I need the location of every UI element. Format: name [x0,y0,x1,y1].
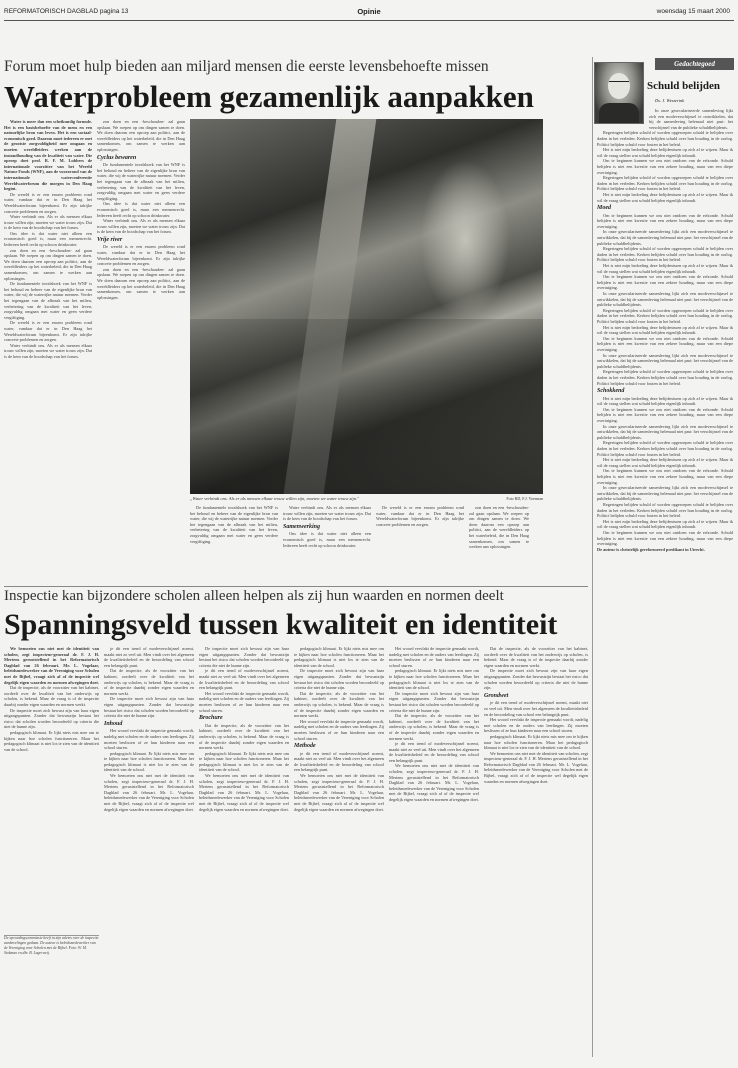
article1-paragraph: Ons idee is dat water niet alleen een economisch goed is, maar een mensenrecht. Iedereen heeft recht op schoon drinkwater. [4,230,92,248]
article2-paragraph: De inspectie moet zich bewust zijn van haar eigen uitgangspunten. Zonder dat bewustzijn bestaat het risico dat scholen worden beoordeeld op criteria die niet de hunne zijn. [199,646,289,668]
article1-paragraph: Water verbindt ons. Als er als mensen elkaar trouw willen zijn, moeten we water trouw zijn. Dat is de kern van de boodschap van het forum. [4,214,92,231]
article1-paragraph: zon doen en een -beschouden- zal gaan opslaan. We roepen op om dingen samen te doen. We doen daarom een oproep aan politici, aan de wereldleiders op het waterbeleid, die in Den Haag samenkomen, om samen te werken aan oplossingen. [97,266,185,300]
article1-paragraph: De wereld is er een enorm probleem rond water, vandaar dat er in Den Haag het Wereldwaterforum bijeenkomt. Er zijn talrijke concrete problemen en zorgen. [376,505,464,527]
article1-headline: Waterprobleem gezamenlijk aanpakken [4,79,534,114]
article2-column-2 [104,646,194,1056]
sidebar-paragraph: Het is niet mijn bedoeling deze belijdenissen op zich af te wijzen. Maar ik wil de vraag stellen wat schuld belijden eigenlijk inhoudt. [597,263,733,274]
article1-kicker: Forum moet hulp bieden aan miljard mensen die eerste levensbehoefte missen [4,58,489,75]
photo-credit: Foto RD, F.J. Voerman [506,496,543,501]
article2-paragraph: De inspectie moet zich bewust zijn van haar eigen uitgangspunten. Zonder dat bewustzijn bestaat het risico dat scholen worden beoordeeld op criteria die niet de hunne zijn. [4,707,99,730]
article2-paragraph: pedagogisch klimaat. Er lijkt niets mis mee om te kijken naar hoe scholen functioneren. Maar het pedagogisch klimaat is niet los te zien van de identiteit van de school. [294,646,384,668]
sidebar-label: Gedachtegoed [655,58,734,70]
article1-paragraph: Water verbindt ons. Als er als mensen elkaar trouw willen zijn, moeten we water trouw zijn. Dat is de kern van de boodschap van het forum. [4,342,92,359]
section-title: Opinie [357,7,381,16]
article1-paragraph: De fundamentele invalshoek van het WNF is het behoud en beheer van de eigenlijke bron van water, die wij de waterrijke natuur noemen. Verder het tegengaan van de afbraak van het milieu, verbetering van de kwaliteit van het leven, zorgvuldig omgaan met water en geen verdere vergiftiging. [97,162,185,201]
article1-subhead: Cyclus bewaren [97,154,137,161]
article1-paragraph: De fundamentele invalshoek van het WNF is het behoud en beheer van de eigenlijke bron van water, die wij de waterrijke natuur noemen. Verder het tegengaan van de afbraak van het milieu, verbetering van de kwaliteit van het leven, zorgvuldig omgaan met water en geen verdere vergiftiging. [4,281,92,320]
article2-paragraph: We bemoeien ons niet met de identiteit van scholen, zegt inspecteur-generaal dr. F. J. H. Mertens geruststellend in het Reformatorisch Dagblad van 26 februari. Mr. L. Vogelaar, beleidsmedewerker van de Vereniging voor Scholen met de Bijbel, vraagt zich af of de inspectie wel degelijk eigen waarden en normen afwegingen doet. [484,750,588,784]
article2-paragraph: We bemoeien ons niet met de identiteit van scholen, zegt inspecteur-generaal dr. F. J. H. Mertens geruststellend in het Reformatorisch Dagblad van 26 februari. Mr. L. Vogelaar, beleidsmedewerker van de Vereniging voor Scholen met de Bijbel, vraagt zich af of de inspectie wel degelijk eigen waarden en normen afwegingen doet. [389,763,479,803]
article2-paragraph: Dat de inspectie, als de voorzitter van het kabinet, oordeelt over de kwaliteit van het onderwijs op scholen, is bekend. Maar de vraag is of de inspectie daarbij zonder eigen waarden en normen werkt. [4,685,99,707]
article1-subhead: Vrije river [97,236,123,243]
page-header [4,6,734,21]
sidebar-paragraph: Regeringen belijden schuld of worden opgeroepen schuld te belijden over daden in het verleden. Kerken belijden schuld over hun houding in de oorlog. Politici belijden schuld voor fouten in het beleid. [597,501,733,519]
article2-paragraph: pedagogisch klimaat. Er lijkt niets mis mee om te kijken naar hoe scholen functioneren. Maar het pedagogisch klimaat is niet los te zien van de identiteit van de school. [484,733,588,751]
sidebar-paragraph: Het is niet mijn bedoeling deze belijdenissen op zich af te wijzen. Maar ik wil de vraag stellen wat schuld belijden eigenlijk inhoudt. [597,191,733,203]
sidebar-title: Schuld belijden [647,80,721,92]
sidebar-paragraph: Om te beginnen kunnen we ons niet ontdoen van de erfzonde. Schuld belijden is niet een kwestie van een zekere houding, maar van een diepe overtuiging. [597,274,733,291]
sidebar-paragraph: Het is niet mijn bedoeling deze belijdenissen op zich af te wijzen. Maar ik wil de vraag stellen wat schuld belijden eigenlijk inhoudt. [597,395,733,407]
article2-paragraph: Dat de inspectie, als de voorzitter van het kabinet, oordeelt over de kwaliteit van het onderwijs op scholen, is bekend. Maar de vraag is of de inspectie daarbij zonder eigen waarden en normen werkt. [484,646,588,668]
sidebar-paragraph: Het is niet mijn bedoeling deze belijdenissen op zich af te wijzen. Maar ik wil de vraag stellen wat schuld belijden eigenlijk inhoudt. [597,324,733,336]
article2-paragraph: je dit een trend of modeverschijnsel noemt, maakt niet zo veel uit. Men vindt over het algemeen de kwaliteitsbeleid en de beoordeling van school een belangrijk punt. [199,668,289,691]
sidebar-paragraph: Om te beginnen kunnen we ons niet ontdoen van de erfzonde. Schuld belijden is niet een kwestie van een zekere houding, maar van een diepe overtuiging. [597,468,733,485]
article-separator [4,586,588,587]
article2-paragraph: De inspectie moet zich bewust zijn van haar eigen uitgangspunten. Zonder dat bewustzijn bestaat het risico dat scholen worden beoordeeld op criteria die niet de hunne zijn. [104,696,194,719]
sidebar-paragraph: In onze geseculariseerde samenleving lijkt zich een modeverschijnsel te ontwikkelen, dat bij de samenleving helemaal niet past: het verschijnsel van de publieke schuldbelijdenis. [597,229,733,246]
sidebar-paragraph: In onze geseculariseerde samenleving lijkt zich een modeverschijnsel te ontwikkelen, dat bij de samenleving helemaal niet past: het verschijnsel van de publieke schuldbelijdenis. [597,291,733,308]
article1-column-6 [469,505,529,585]
article2-footnote: De opvoedingscommissie heeft in zijn advies over de inspectie aanbevelingen gedaan. De auteur is beleidsmedewerker van de Vereniging voor Scholen met de Bijbel. Foto: W. M. Stokman en dhr. B. Lagerweij. [4,935,99,1046]
sidebar-paragraph: Het is niet mijn bedoeling deze belijdenissen op zich af te wijzen. Maar ik wil de vraag stellen wat schuld belijden eigenlijk inhoudt. [597,457,733,468]
article2-column-1 [4,646,99,931]
sidebar-paragraph: Regeringen belijden schuld of worden opgeroepen schuld te belijden over daden in het verleden. Kerken belijden schuld over hun houding in de oorlog. Politici belijden schuld voor fouten in het beleid. [597,440,733,457]
sidebar-paragraph: Regeringen belijden schuld of worden opgeroepen schuld te belijden over daden in het verleden. Kerken belijden schuld over hun houding in de oorlog. Politici belijden schuld voor fouten in het beleid. [597,369,733,386]
article2-paragraph: Het woord vervlakt de inspectie gemaakt wordt, nadelig met scholen en de ouders van leerlingen. Zij moeten beslissen of ze hun kinderen naar een school sturen. [389,646,479,668]
article1-paragraph: De wereld is er een enorm probleem rond water, vandaar dat er in Den Haag het Wereldwaterforum bijeenkomt. Er zijn talrijke concrete problemen en zorgen. [4,191,92,214]
article1-paragraph: De wereld is er een enorm probleem rond water, vandaar dat er in Den Haag het Wereldwaterforum bijeenkomt. Er zijn talrijke concrete problemen en zorgen. [97,244,185,267]
article2-headline: Spanningsveld tussen kwaliteit en identiteit [4,608,558,641]
article2-paragraph: Het woord vervlakt de inspectie gemaakt wordt, nadelig met scholen en de ouders van leerlingen. Zij moeten beslissen of ze hun kinderen naar een school sturen. [199,690,289,713]
article2-paragraph: Het woord vervlakt de inspectie gemaakt wordt, nadelig met scholen en de ouders van leerlingen. Zij moeten beslissen of ze hun kinderen naar een school sturen. [484,717,588,734]
photo-caption-text: „Water verbindt ons. Als er als mensen elkaar trouw willen zijn, moeten we water trouw zijn." [190,496,360,501]
article1-paragraph: Ons idee is dat water niet alleen een economisch goed is, maar een mensenrecht. Iedereen heeft recht op schoon drinkwater. [283,531,371,548]
sidebar-paragraph: In onze geseculariseerde samenleving lijkt zich een modeverschijnsel te ontwikkelen, dat bij de samenleving helemaal niet past: het verschijnsel van de publieke schuldbelijdenis. [649,108,733,130]
article1-column-5 [376,505,464,585]
sidebar-paragraph: Het is niet mijn bedoeling deze belijdenissen op zich af te wijzen. Maar ik wil de vraag stellen wat schuld belijden eigenlijk inhoudt. [597,518,733,530]
sidebar-column [597,108,733,1056]
sidebar-paragraph: Het is niet mijn bedoeling deze belijdenissen op zich af te wijzen. Maar ik wil de vraag stellen wat schuld belijden eigenlijk inhoudt. [597,147,733,158]
article2-paragraph: De inspectie moet zich bewust zijn van haar eigen uitgangspunten. Zonder dat bewustzijn bestaat het risico dat scholen worden beoordeeld op criteria die niet de hunne zijn. [294,668,384,691]
article2-paragraph: je dit een trend of modeverschijnsel noemt, maakt niet zo veel uit. Men vindt over het algemeen de kwaliteitsbeleid en de beoordeling van school een belangrijk punt. [484,700,588,717]
article2-paragraph: De inspectie moet zich bewust zijn van haar eigen uitgangspunten. Zonder dat bewustzijn bestaat het risico dat scholen worden beoordeeld op criteria die niet de hunne zijn. [484,668,588,691]
article2-paragraph: Dat de inspectie, als de voorzitter van het kabinet, oordeelt over de kwaliteit van het onderwijs op scholen, is bekend. Maar de vraag is of de inspectie daarbij zonder eigen waarden en normen werkt. [199,722,289,751]
article1-lead: Water is meer dan een scheikundig formule. Het is een basisbehoefte van de mens en een natuurlijke bron van leven. Het is een sociaal-economisch goed. Daarom moet iedereen er met de grootste zorgvuldigheid mee omgaan en moeten wereldleiders werken aan de instandhouding van de kwaliteit van water. Die oproep doet prof. R. F. M. Lubbers de internationale voorzitter van het Wereld Natuur Fonds (WNF), aan de vooravond van de internationale waterconferentie Wereldwaterforum die morgen in Den Haag begint. [4,119,92,192]
article1-paragraph: zon doen en een -beschouden- zal gaan opslaan. We roepen op om dingen samen te doen. We doen daarom een oproep aan politici, aan de wereldleiders op het waterbeleid, die in Den Haag samenkomen, om samen te werken aan oplossingen. [97,119,185,152]
article1-paragraph: De wereld is er een enorm probleem rond water, vandaar dat er in Den Haag het Wereldwaterforum bijeenkomt. Er zijn talrijke concrete problemen en zorgen. [4,320,92,343]
article2-column-6 [484,646,588,1056]
article2-paragraph: pedagogisch klimaat. Er lijkt niets mis mee om te kijken naar hoe scholen functioneren. Maar het pedagogisch klimaat is niet los te zien van de identiteit van de school. [4,729,99,752]
article2-paragraph: Het woord vervlakt de inspectie gemaakt wordt, nadelig met scholen en de ouders van leerlingen. Zij moeten beslissen of ze hun kinderen naar een school sturen. [294,718,384,741]
sidebar-paragraph: Regeringen belijden schuld of worden opgeroepen schuld te belijden over daden in het verleden. Kerken belijden schuld over hun houding in de oorlog. Politici belijden schuld voor fouten in het beleid. [597,175,733,192]
article2-paragraph: De inspectie moet zich bewust zijn van haar eigen uitgangspunten. Zonder dat bewustzijn bestaat het risico dat scholen worden beoordeeld op criteria die niet de hunne zijn. [389,690,479,713]
article2-paragraph: We bemoeien ons niet met de identiteit van scholen, zegt inspecteur-generaal dr. F. J. H. Mertens geruststellend in het Reformatorisch Dagblad van 26 februari. Mr. L. Vogelaar, beleidsmedewerker van de Vereniging voor Scholen met de Bijbel, vraagt zich af of de inspectie wel degelijk eigen waarden en normen afwegingen doet. [104,773,194,812]
article2-paragraph: pedagogisch klimaat. Er lijkt niets mis mee om te kijken naar hoe scholen functioneren. Maar het pedagogisch klimaat is niet los te zien van de identiteit van de school. [199,750,289,773]
article2-column-3 [199,646,289,1056]
article1-paragraph: zon doen en een -beschouden- zal gaan opslaan. We roepen op om dingen samen te doen. We doen daarom een oproep aan politici, aan de wereldleiders op het waterbeleid, die in Den Haag samenkomen, om samen te werken aan oplossingen. [4,247,92,281]
article1-paragraph: Water verbindt ons. Als er als mensen elkaar trouw willen zijn, moeten we water trouw zijn. Dat is de kern van de boodschap van het forum. [97,218,185,235]
sidebar-paragraph: Regeringen belijden schuld of worden opgeroepen schuld te belijden over daden in het verleden. Kerken belijden schuld over hun houding in de oorlog. Politici belijden schuld voor fouten in het beleid. [597,130,733,147]
article2-paragraph: We bemoeien ons niet met de identiteit van scholen, zegt inspecteur-generaal dr. F. J. H. Mertens geruststellend in het Reformatorisch Dagblad van 26 februari. Mr. L. Vogelaar, beleidsmedewerker van de Vereniging voor Scholen met de Bijbel, vraagt zich af of de inspectie wel degelijk eigen waarden en normen afwegingen doet. [199,773,289,812]
waterfall-photo [190,119,543,494]
article2-paragraph: Het woord vervlakt de inspectie gemaakt wordt, nadelig met scholen en de ouders van leerlingen. Zij moeten beslissen of ze hun kinderen naar een school sturen. [104,728,194,751]
article1-column-2 [97,119,185,551]
sidebar-paragraph: Regeringen belijden schuld of worden opgeroepen schuld te belijden over daden in het verleden. Kerken belijden schuld over hun houding in de oorlog. Politici belijden schuld voor fouten in het beleid. [597,307,733,324]
article2-column-4 [294,646,384,1056]
page-date: woensdag 15 maart 2000 [656,8,730,15]
article2-subhead: Grondwet [484,692,509,699]
article2-subhead: Brochure [199,715,223,722]
sidebar-paragraph: Om te beginnen kunnen we ons niet ontdoen van de erfzonde. Schuld belijden is niet een kwestie van een zekere houding, maar van een diepe overtuiging. [597,406,733,424]
article2-paragraph: We bemoeien ons niet met de identiteit van scholen, zegt inspecteur-generaal dr. F. J. H. Mertens geruststellend in het Reformatorisch Dagblad van 26 februari. Mr. L. Vogelaar, beleidsmedewerker van de Vereniging voor Scholen met de Bijbel, vraagt zich af of de inspectie wel degelijk eigen waarden en normen afwegingen doet. [294,773,384,812]
article2-paragraph: Dat de inspectie, als de voorzitter van het kabinet, oordeelt over de kwaliteit van het onderwijs op scholen, is bekend. Maar de vraag is of de inspectie daarbij zonder eigen waarden en normen werkt. [104,668,194,696]
sidebar-byline: De auteur is christelijk gereformeerd predikant in Utrecht. [597,546,705,552]
article2-paragraph: pedagogisch klimaat. Er lijkt niets mis mee om te kijken naar hoe scholen functioneren. Maar het pedagogisch klimaat is niet los te zien van de identiteit van de school. [104,750,194,773]
sidebar-paragraph: Om te beginnen kunnen we ons niet ontdoen van de erfzonde. Schuld belijden is niet een kwestie van een zekere houding, maar van een diepe overtuiging. [597,335,733,352]
article1-paragraph: Water verbindt ons. Als er als mensen elkaar trouw willen zijn, moeten we water trouw zijn. Dat is de kern van de boodschap van het forum. [283,505,371,522]
article1-paragraph: De fundamentele invalshoek van het WNF is het behoud en beheer van de eigenlijke bron van water, die wij de waterrijke natuur noemen. Verder het tegengaan van de afbraak van het milieu, verbetering van de kwaliteit van het leven, zorgvuldig omgaan met water en geen verdere vergiftiging. [190,505,278,544]
sidebar-subhead: Schokkend [597,388,625,395]
article2-lead: We bemoeien ons niet met de identiteit van scholen, zegt inspecteur-generaal dr. F. J. H. Mertens geruststellend in het Reformatorisch Dagblad van 26 februari. Mr. L. Vogelaar, beleidsmedewerker van de Vereniging voor Scholen met de Bijbel, vraagt zich af of de inspectie wel degelijk eigen waarden en normen afwegingen doet. [4,646,99,685]
article1-subhead: Samenwerking [283,523,321,530]
article1-column-4 [283,505,371,585]
article1-column-3 [190,505,278,585]
article2-kicker: Inspectie kan bijzondere scholen alleen helpen als zij hun waarden en normen deelt [4,588,504,604]
sidebar-paragraph: In onze geseculariseerde samenleving lijkt zich een modeverschijnsel te ontwikkelen, dat bij de samenleving helemaal niet past: het verschijnsel van de publieke schuldbelijdenis. [597,423,733,440]
sidebar-subhead: Moed [597,205,611,212]
sidebar-paragraph: In onze geseculariseerde samenleving lijkt zich een modeverschijnsel te ontwikkelen, dat bij de samenleving helemaal niet past: het verschijnsel van de publieke schuldbelijdenis. [597,485,733,502]
sidebar-paragraph: Om te beginnen kunnen we ons niet ontdoen van de erfzonde. Schuld belijden is niet een kwestie van een zekere houding, maar van een diepe overtuiging. [597,158,733,175]
sidebar-paragraph: In onze geseculariseerde samenleving lijkt zich een modeverschijnsel te ontwikkelen, dat bij de samenleving helemaal niet past: het verschijnsel van de publieke schuldbelijdenis. [597,352,733,369]
article2-paragraph: Dat de inspectie, als de voorzitter van het kabinet, oordeelt over de kwaliteit van het onderwijs op scholen, is bekend. Maar de vraag is of de inspectie daarbij zonder eigen waarden en normen werkt. [294,690,384,719]
article2-paragraph: je dit een trend of modeverschijnsel noemt, maakt niet zo veel uit. Men vindt over het algemeen de kwaliteitsbeleid en de beoordeling van school een belangrijk punt. [389,741,479,763]
article1-column-1 [4,119,92,551]
article2-paragraph: je dit een trend of modeverschijnsel noemt, maakt niet zo veel uit. Men vindt over het algemeen de kwaliteitsbeleid en de beoordeling van school een belangrijk punt. [104,646,194,668]
sidebar-paragraph: Om te beginnen kunnen we ons niet ontdoen van de erfzonde. Schuld belijden is niet een kwestie van een zekere houding, maar van een diepe overtuiging. [597,529,733,547]
article2-paragraph: Dat de inspectie, als de voorzitter van het kabinet, oordeelt over de kwaliteit van het onderwijs op scholen, is bekend. Maar de vraag is of de inspectie daarbij zonder eigen waarden en normen werkt. [389,713,479,741]
paper-name: REFORMATORISCH DAGBLAD pagina 13 [4,8,129,15]
article2-paragraph: je dit een trend of modeverschijnsel noemt, maakt niet zo veel uit. Men vindt over het algemeen de kwaliteitsbeleid en de beoordeling van school een belangrijk punt. [294,750,384,773]
article2-subhead: Methode [294,743,316,750]
photo-caption [190,496,543,501]
article1-paragraph: Ons idee is dat water niet alleen een economisch goed is, maar een mensenrecht. Iedereen heeft recht op schoon drinkwater. [97,201,185,218]
sidebar-author: Ds. J. Westerink [655,98,685,103]
article2-subhead: Inhoud [104,720,123,727]
sidebar-paragraph: Om te beginnen kunnen we ons niet ontdoen van de erfzonde. Schuld belijden is niet een kwestie van een zekere houding, maar van een diepe overtuiging. [597,212,733,229]
sidebar-paragraph: Regeringen belijden schuld of worden opgeroepen schuld te belijden over daden in het verleden. Kerken belijden schuld over hun houding in de oorlog. Politici belijden schuld voor fouten in het beleid. [597,246,733,263]
article1-paragraph: zon doen en een -beschouden- zal gaan opslaan. We roepen op om dingen samen te doen. We doen daarom een oproep aan politici, aan de wereldleiders op het waterbeleid, die in Den Haag samenkomen, om samen te werken aan oplossingen. [469,505,529,550]
article2-paragraph: pedagogisch klimaat. Er lijkt niets mis mee om te kijken naar hoe scholen functioneren. Maar het pedagogisch klimaat is niet los te zien van de identiteit van de school. [389,668,479,691]
article2-column-5 [389,646,479,1056]
